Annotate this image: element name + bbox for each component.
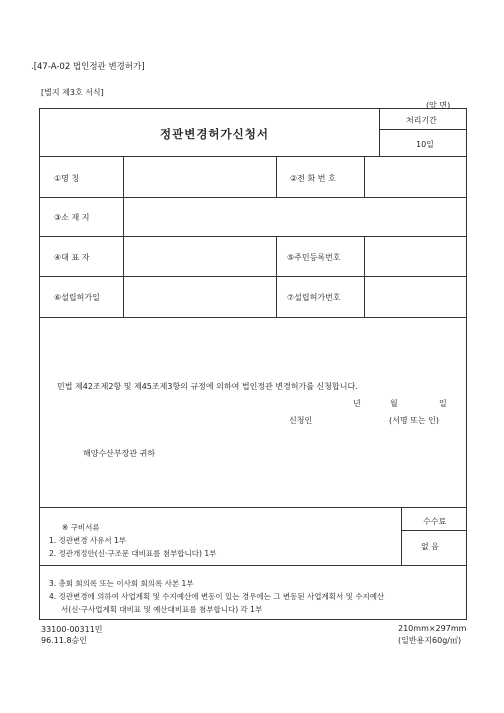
document-item-4: 4. 정관변경에 의하여 사업계획 및 수지예산에 변동이 있는 경우에는 그 변동된 사업계획서 및 수지예산 bbox=[49, 592, 385, 601]
document-item-2: 2. 정관개정안(신·구조문 대비표를 첨부합니다) 1부 bbox=[49, 549, 217, 558]
document-item-3: 3. 총회 회의록 또는 이사회 회의록 사본 1부 bbox=[49, 579, 194, 588]
document-item-1: 1. 정관변경 사유서 1부 bbox=[49, 536, 127, 545]
applicant-label: 신청인 bbox=[289, 416, 313, 425]
signature-label: (서명 또는 인) bbox=[389, 416, 439, 425]
applicant-field[interactable] bbox=[315, 411, 385, 425]
phone-label: ②전 화 번 호 bbox=[290, 174, 336, 183]
processing-period-value: 10일 bbox=[416, 140, 434, 149]
fee-label: 수수료 bbox=[423, 517, 447, 526]
paper-type: (일반용지60g/㎡) bbox=[398, 636, 462, 645]
establishment-date-field[interactable] bbox=[124, 277, 275, 316]
document-item-4-cont: 서(신·구사업계획 대비표 및 예산대비표를 첨부합니다) 각 1부 bbox=[61, 605, 263, 614]
fee-value: 없 음 bbox=[421, 542, 439, 551]
resident-no-label: ⑤주민등록번호 bbox=[287, 253, 341, 262]
name-field[interactable] bbox=[124, 157, 275, 196]
form-code: 33100-00311민 bbox=[41, 625, 103, 634]
address-field[interactable] bbox=[124, 198, 466, 235]
recipient: 해양수산부장관 귀하 bbox=[83, 449, 156, 458]
form-title: 정관변경허가신청서 bbox=[160, 127, 269, 141]
resident-no-field[interactable] bbox=[365, 237, 466, 275]
name-label: ①명 칭 bbox=[54, 174, 80, 183]
establishment-no-label: ⑦설립허가번호 bbox=[287, 293, 341, 302]
form-number: [별지 제3호 서식] bbox=[41, 88, 104, 97]
paper-size: 210mm×297mm bbox=[398, 624, 467, 633]
establishment-no-field[interactable] bbox=[365, 277, 466, 316]
representative-label: ④대 표 자 bbox=[54, 253, 90, 262]
documents-heading: ※ 구비서류 bbox=[62, 523, 100, 532]
phone-field[interactable] bbox=[365, 157, 466, 196]
document-code: .[47-A-02 법인정관 변경허가] bbox=[31, 62, 145, 72]
application-form bbox=[39, 108, 467, 620]
date-day: 일 bbox=[439, 399, 447, 408]
address-label: ③소 재 지 bbox=[54, 213, 90, 222]
representative-field[interactable] bbox=[124, 237, 275, 275]
date-month: 월 bbox=[390, 399, 398, 408]
establishment-date-label: ⑥설립허가일 bbox=[54, 293, 100, 302]
application-statement: 민법 제42조제2항 및 제45조제3항의 규정에 의하여 법인정관 변경허가를 신청합니다. bbox=[57, 382, 358, 391]
approval-date: 96.11.8승인 bbox=[41, 636, 87, 645]
processing-period-label: 처리기간 bbox=[406, 116, 437, 125]
page-side-label: (앞 면) bbox=[426, 101, 451, 110]
date-year: 년 bbox=[353, 399, 361, 408]
